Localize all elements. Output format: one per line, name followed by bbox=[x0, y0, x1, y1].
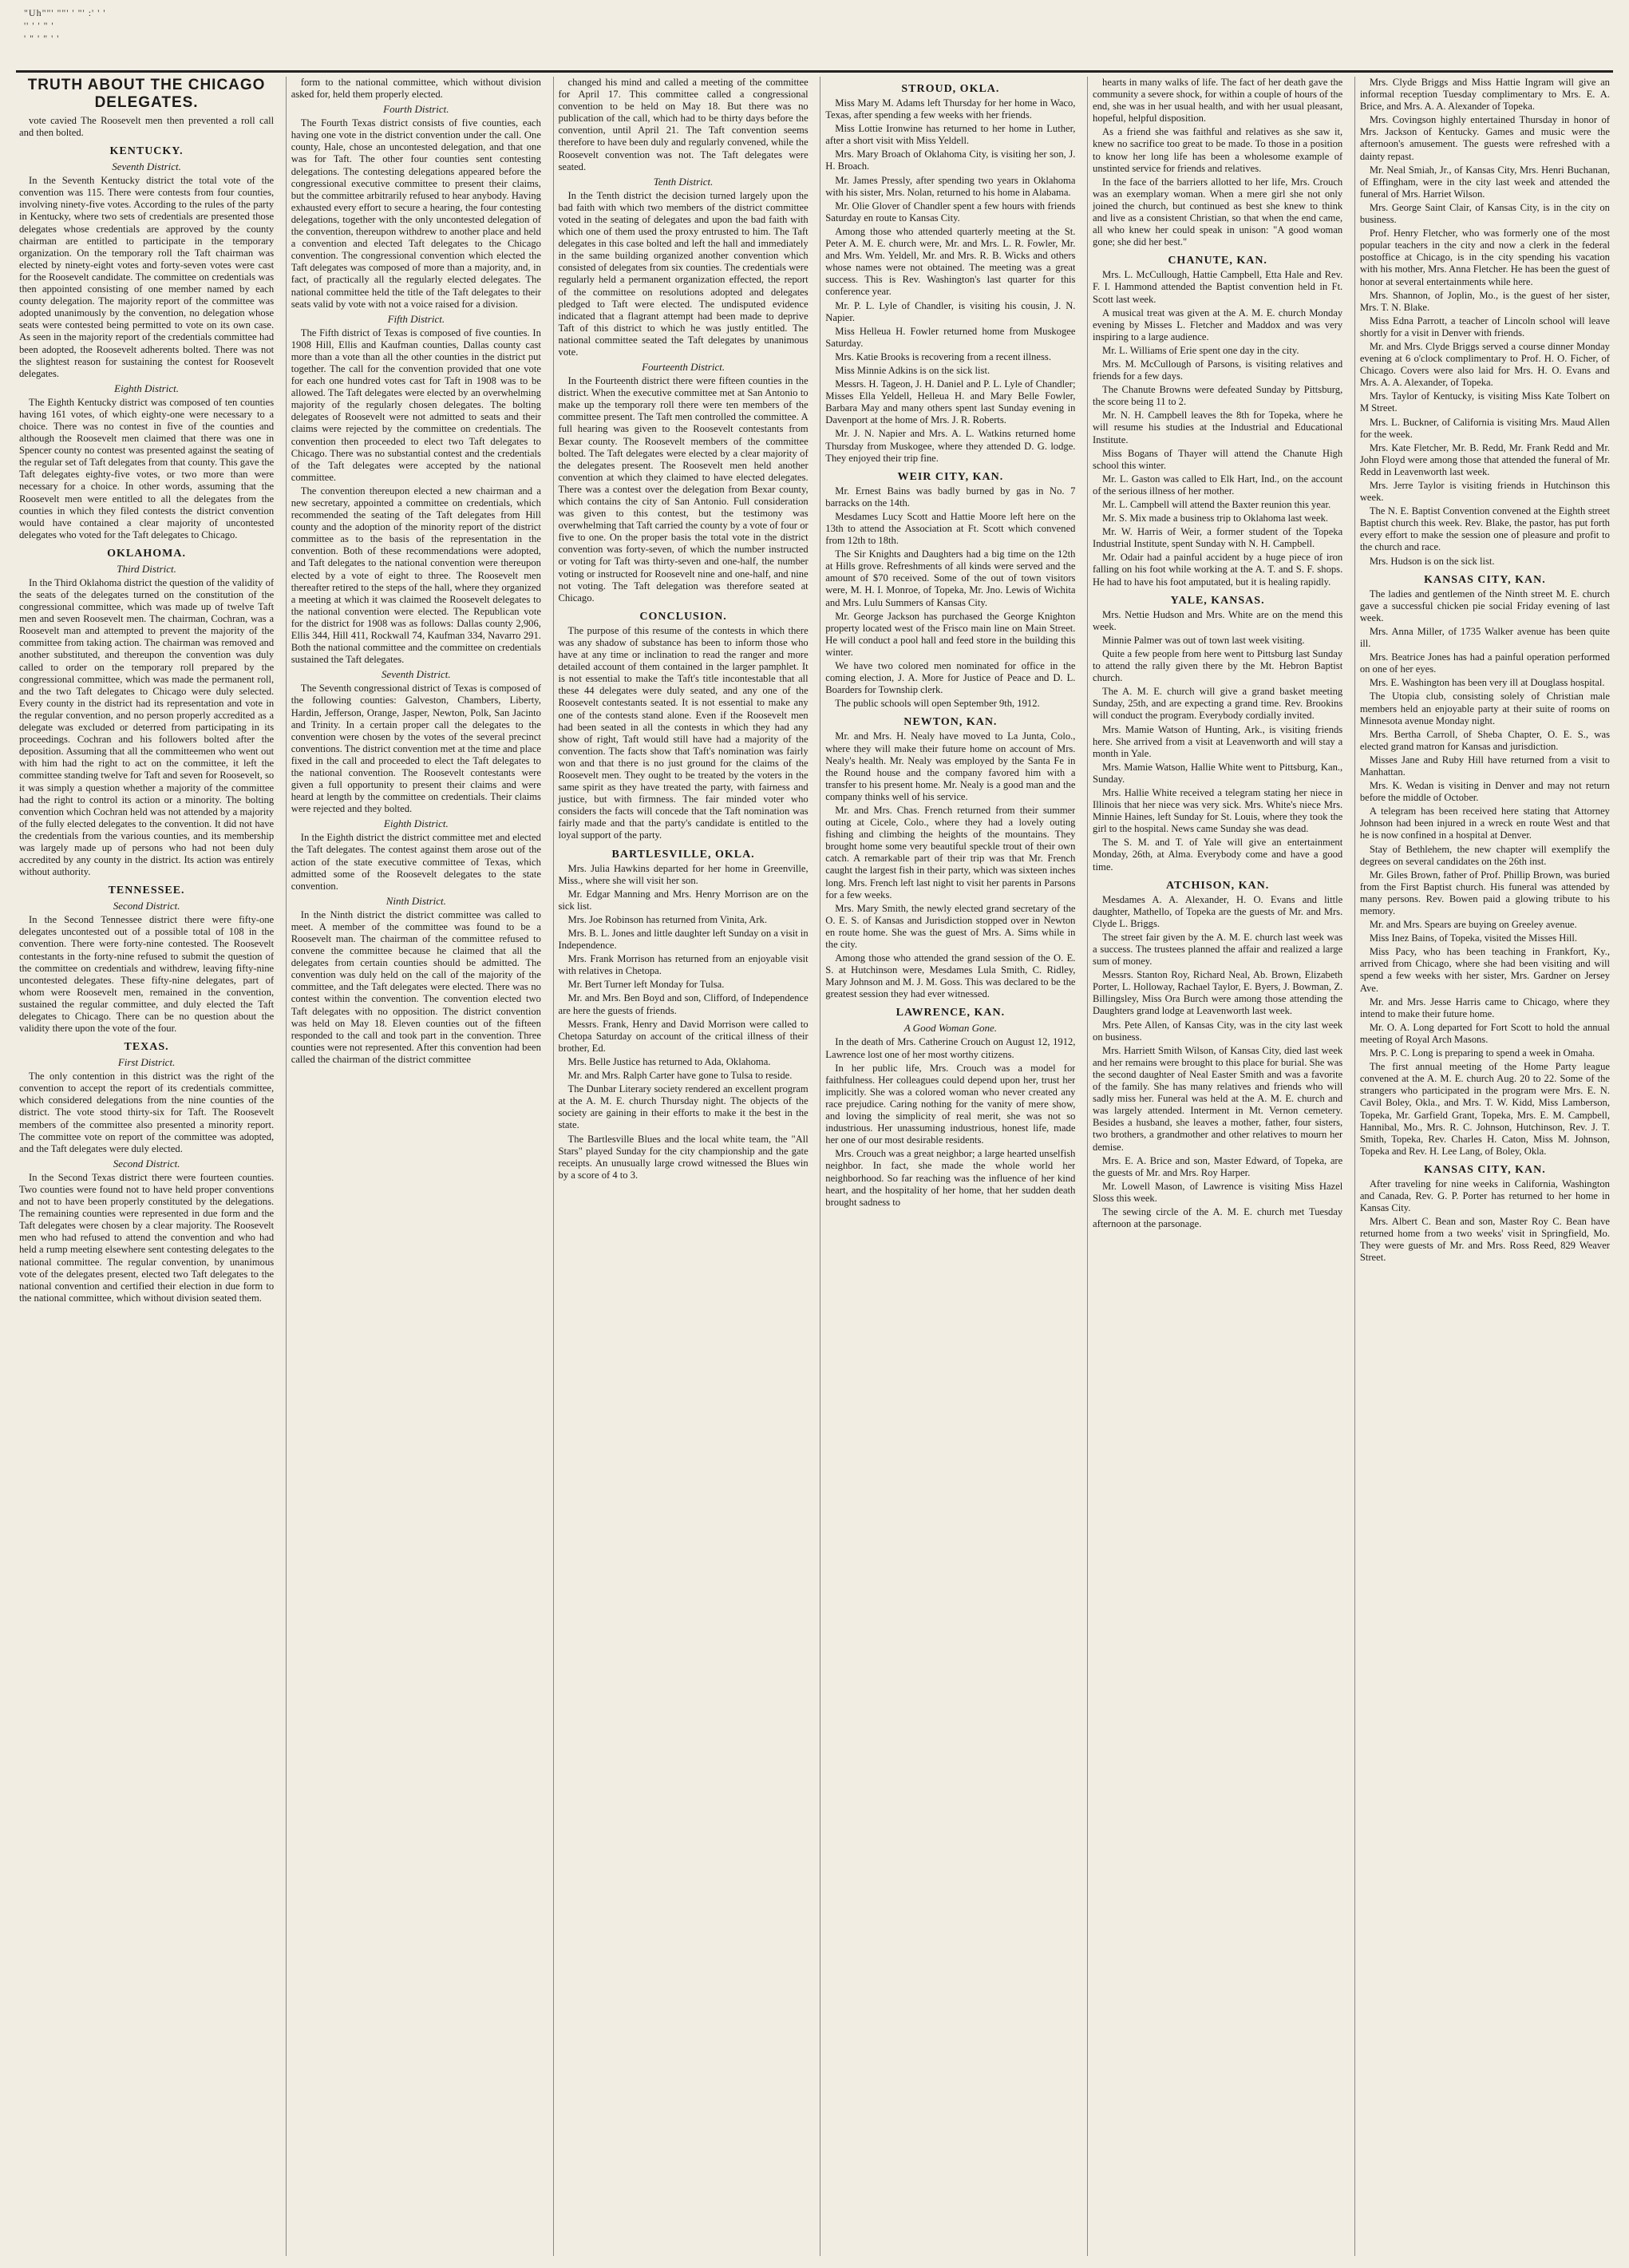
paragraph: The Utopia club, consisting solely of Christian male members held an enjoyable party at their suite of rooms on Minnesota avenue Monday night. bbox=[1359, 691, 1610, 726]
subheading: Second District. bbox=[113, 900, 180, 912]
paragraph: In the Tenth district the decision turned largely upon the bad faith with which two members of the district committee voted in the seating of delegates and upon the bad faith with which one of them used the proxy entrusted to him. The Taft delegates in this case bolted and left the hall and immediately in the same building organized another convention which consisted of delegates from six counties. The credentials were regularly held a permanent organization effected, the report of the committee on resolutions adopted and delegates pledged to Taft were elected. The undisputed evidence indicated that a flagrant attempt had been made to deprive Taft of this district to which he was justly entitled. The national committee seated the Taft delegates by unanimous vote. bbox=[558, 189, 809, 358]
paragraph: In the Seventh Kentucky district the total vote of the convention was 115. There were contests from four counties, involving ninety-five votes. According to the rules of the party in Kentucky, where two sets of credentials are presented those delegates whose credentials are approved by the county chairman are entitled to participate in the temporary organization. On the temporary roll the Taft chairman was elected by ninety-eight votes and forty-seven votes were cast for the Roosevelt candidate. The committee on credentials was then appointed consisting of one member named by each county delegation. The majority report of the committee was adopted unanimously by the convention, no delegation whose seats were contested being permitted to vote on its own case. As seen in the majority report of the credentials committee had been adopted, the Roosevelt adherents bolted. There was not the slightest reason for sustaining the contest for Roosevelt delegates. bbox=[19, 175, 275, 379]
column-4 bbox=[820, 77, 1075, 2256]
paragraph: The street fair given by the A. M. E. church last week was a success. The trustees planned the affair and realized a large sum of money. bbox=[1093, 931, 1343, 968]
subheading: Seventh District. bbox=[112, 160, 181, 173]
paragraph: Mrs. Mary Smith, the newly elected grand secretary of the O. E. S. of Kansas and Jurisdiction stopped over in Newton en route home. She was the guest of Mrs. A. Sims while in the city. bbox=[825, 902, 1076, 950]
subheading: Fifth District. bbox=[387, 312, 445, 325]
section-heading: TENNESSEE. bbox=[108, 885, 185, 897]
paragraph: Mr. Giles Brown, father of Prof. Phillip Brown, was buried from the First Baptist church. His funeral was attended by many persons. Rev. Bowen paid a glowing tribute to his memory. bbox=[1359, 869, 1610, 916]
column-3 bbox=[553, 77, 809, 2256]
paragraph: Miss Bogans of Thayer will attend the Chanute High school this winter. bbox=[1093, 447, 1343, 471]
section-heading: STROUD, OKLA. bbox=[901, 83, 1000, 95]
paragraph: Mrs. Beatrice Jones has had a painful operation performed on one of her eyes. bbox=[1359, 651, 1610, 675]
paragraph: Mr. Ernest Bains was badly burned by gas in No. 7 barracks on the 14th. bbox=[825, 485, 1076, 509]
paragraph: vote cavied The Roosevelt men then prevented a roll call and then bolted. bbox=[19, 115, 275, 139]
paragraph: The Bartlesville Blues and the local white team, the "All Stars" played Sunday for the city championship and the gate receipts. An unusually large crowd witnessed the Blues win by a score of 4 to 3. bbox=[558, 1133, 809, 1181]
paragraph: Mrs. E. Washington has been very ill at Douglass hospital. bbox=[1369, 677, 1605, 689]
paragraph: Mr. L. Gaston was called to Elk Hart, Ind., on the account of the serious illness of her mother. bbox=[1093, 473, 1343, 497]
section-heading: NEWTON, KAN. bbox=[903, 716, 998, 729]
paragraph: In the death of Mrs. Catherine Crouch on August 12, 1912, Lawrence lost one of her most worthy citizens. bbox=[825, 1036, 1076, 1060]
masthead bbox=[24, 6, 215, 70]
paragraph: Mrs. Nettie Hudson and Mrs. White are on the mend this week. bbox=[1093, 608, 1343, 632]
article-title: TRUTH ABOUT THE CHICAGO DELEGATES. bbox=[27, 77, 266, 111]
paragraph: Minnie Palmer was out of town last week visiting. bbox=[1102, 634, 1305, 646]
section-heading: TEXAS. bbox=[124, 1041, 169, 1054]
paragraph: Mr. and Mrs. H. Nealy have moved to La Junta, Colo., where they will make their future home on account of Mrs. Nealy's health. Mr. Nealy was employed by the Santa Fe in the Round house and the company favored him with a transfer to his present home. Mr. Nealy is a good man and the company thinks well of his service. bbox=[825, 730, 1076, 802]
paragraph: Mrs. Anna Miller, of 1735 Walker avenue has been quite ill. bbox=[1359, 625, 1610, 650]
paragraph: Mrs. Clyde Briggs and Miss Hattie Ingram will give an informal reception Tuesday complimentary to Mrs. E. A. Brice, and Mrs. A. A. Alexander of Topeka. bbox=[1359, 77, 1610, 113]
paragraph: Mrs. Shannon, of Joplin, Mo., is the guest of her sister, Mrs. T. N. Blake. bbox=[1359, 289, 1610, 313]
paragraph: The convention thereupon elected a new chairman and a new secretary, appointed a committee on credentials, which recommended the seating of the Taft delegates from Hill county and the adoption of the minority report of the district committee as to the basis of the representation in the convention. Both of these recommendations were adopted, and Taft delegates to the national convention were thereupon elected by a vote of eight to three. The Roosevelt men thereafter retired to the steps of the hall, where they organized a meeting at which it was claimed the Roosevelt delegates to the national convention were elected. The Republican vote for the district for 1908 was as follows: Dallas county 2,906, Ellis 344, Hill 411, Rockwall 74, Kaufman 334, Navarro 291. Both the national committee and the committee on credentials sustained the Taft delegates. bbox=[291, 485, 541, 666]
paragraph: Mr. Bert Turner left Monday for Tulsa. bbox=[567, 979, 725, 991]
paragraph: Mrs. Kate Fletcher, Mr. B. Redd, Mr. Frank Redd and Mr. John Floyd were among those that attended the funeral of Mr. Redd in Leavenworth last week. bbox=[1359, 441, 1610, 477]
paragraph: Mrs. Pete Allen, of Kansas City, was in the city last week on business. bbox=[1093, 1019, 1343, 1043]
paragraph: Mrs. Frank Morrison has returned from an enjoyable visit with relatives in Chetopa. bbox=[558, 953, 809, 977]
paragraph: Mrs. Albert C. Bean and son, Master Roy C. Bean have returned home from a two weeks' visit in Springfield, Mo. They were guests of Mr. and Mrs. Ross Reed, 829 Weaver Street. bbox=[1359, 1216, 1610, 1264]
section-heading: LAWRENCE, KAN. bbox=[896, 1007, 1006, 1019]
paragraph: We have two colored men nominated for office in the coming election, J. A. More for Justice of Peace and D. L. Boarders for Township clerk. bbox=[825, 660, 1076, 696]
paragraph: Mr. and Mrs. Chas. French returned from their summer outing at Cicele, Colo., where they had a lovely outing fishing and climbing the heights of the mountains. They brought home some very beautiful speckle trout of their own catch. A remarkable part of their trip was that Mr. French caught the largest fish in their party, which was sixteen inches long. Mrs. French left last night to visit her parents in Parsons for a few weeks. bbox=[825, 804, 1076, 900]
masthead-line: "Uh""' ""' ' "' :' ' ' bbox=[24, 7, 106, 18]
paragraph: Mrs. Bertha Carroll, of Sheba Chapter, O. E. S., was elected grand matron for Kansas and jurisdiction. bbox=[1359, 728, 1610, 752]
paragraph: Mr. Odair had a painful accident by a huge piece of iron falling on his foot while working at the A. T. and S. F. shops. He had to have his foot amputated, but it is healing rapidly. bbox=[1093, 552, 1343, 588]
paragraph: Mr. Olie Glover of Chandler spent a few hours with friends Saturday en route to Kansas City. bbox=[825, 200, 1076, 224]
paragraph: Mrs. Jerre Taylor is visiting friends in Hutchinson this week. bbox=[1359, 480, 1610, 504]
column-2 bbox=[286, 77, 541, 2256]
paragraph: Mr. George Jackson has purchased the George Knighton property located west of the Frisco main line on Main Street. He will conduct a pool hall and feed store in the building this winter. bbox=[825, 610, 1076, 658]
paragraph: The ladies and gentlemen of the Ninth street M. E. church gave a successful chicken pie social Friday evening of last week. bbox=[1359, 588, 1610, 623]
paragraph: In the Eighth district the district committee met and elected the Taft delegates. The contest against them arose out of the action of the state executive committee of Texas, which admitted some of the Roosevelt delegates to the state convention. bbox=[291, 832, 541, 892]
paragraph: Mrs. Hudson is on the sick list. bbox=[1369, 555, 1495, 567]
paragraph: Mrs. Mamie Watson, Hallie White went to Pittsburg, Kan., Sunday. bbox=[1093, 761, 1343, 785]
paragraph: form to the national committee, which without division asked for, held them properly elected. bbox=[291, 77, 541, 101]
paragraph: In the Second Texas district there were fourteen counties. Two counties were found not to have held proper conventions and not to have been properly constituted by the delegations. The remaining counties were represented in due form and the Taft delegates were chosen by a clear majority. The Roosevelt men who had refused to attend the convention and who had held a rump meeting elsewhere sent contesting delegates to the national committee. The regular convention, by unanimous vote of the delegates present, elected two Taft delegates to the national convention and certified their election in due form to the national committee, which without division seated them. bbox=[19, 1171, 275, 1304]
paragraph: Mrs. Taylor of Kentucky, is visiting Miss Kate Tolbert on M Street. bbox=[1359, 390, 1610, 414]
paragraph: Mr. Lowell Mason, of Lawrence is visiting Miss Hazel Sloss this week. bbox=[1093, 1180, 1343, 1204]
paragraph: Miss Pacy, who has been teaching in Frankfort, Ky., arrived from Chicago, where she had been visiting and will spend a few weeks with her sister, Mrs. Gardner on Jersey Ave. bbox=[1359, 946, 1610, 994]
paragraph: Mrs. Hallie White received a telegram stating her niece in Illinois that her niece was very sick. Mrs. White's niece Mrs. Minnie Haines, left Sunday for St. Louis, where they took the girl to the hospital. News came Sunday she was dead. bbox=[1093, 786, 1343, 835]
paragraph: In the Second Tennessee district there were fifty-one delegates uncontested out of a possible total of 108 in the convention. There were forty-nine contested. The Roosevelt contestants in the forty-nine refused to submit the question of the committee on credentials and withdrew, leaving fifty-nine uncontested delegates. These fifty-nine delegates, part of whom were Roosevelt men, remained in the convention, sustained the regular committee, and duly elected the Taft delegates to Chicago. There can be no question about the validity there upon the vote of the four. bbox=[19, 914, 275, 1035]
paragraph: In the Third Oklahoma district the question of the validity of the seats of the delegates turned on the constitution of the congressional committee, which was made up of twelve Taft men and seven Roosevelt men. The chairman, Cochran, was a Roosevelt man and attempted to prevent the majority of the committee from taking action. The chairman was removed and another substituted, and thereupon the convention was duly called to order on the temporary roll prepared by the congressional committee, which was made the permanent roll, and the two Taft delegates to Chicago were duly selected. Every county in the district had its representation and vote in the regular convention, and no person properly accredited as a delegate was excluded or deterred from participating in its proceedings. Cochran and his followers bolted after the deposition. Assuming that all the committeemen who went out with him had the right to act on the committee, it left the committee standing twelve for Taft and seven for Roosevelt, so it was simply a question whether a majority of the committee had the right to control its action or a minority. The bolting convention which Cochran held was not attended by a majority of the fully elected delegates to the convention. It did not have the credentials from the various counties, and its membership was largely made up of persons who had not been duly accredited by any county in the district. Its action was entirely without authority. bbox=[19, 576, 275, 878]
subheading: Seventh District. bbox=[382, 668, 451, 681]
paragraph: Mrs. L. Buckner, of California is visiting Mrs. Maud Allen for the week. bbox=[1359, 416, 1610, 440]
subheading: Fourteenth District. bbox=[642, 361, 726, 374]
paragraph: The Seventh congressional district of Texas is composed of the following counties: Galveston, Chambers, Liberty, Hardin, Jefferson, Orange, Jasper, Newton, Polk, San Jacinto and Trinity. In a certain proper call the delegates to the convention were chosen by the votes of the several precinct conventions. The district convention met at the time and place fixed in the call and proceeded to elect the Taft delegates to the national convention. The Roosevelt contestants were given a full opportunity to present their claims and were heard at length by the committee on credentials. Their claims were rejected and they bolted. bbox=[291, 683, 541, 815]
paragraph: Among those who attended quarterly meeting at the St. Peter A. M. E. church were, Mr. and Mrs. L. R. Fowler, Mr. and Mrs. Wm. Yeldell, Mr. and Mrs. R. B. Wicks and others whose names were not obtained. The meeting was a great success. This is Rev. Washington's last quarter for this conference year. bbox=[825, 225, 1076, 298]
paragraph: In the Fourteenth district there were fifteen counties in the district. When the executive committee met at San Antonio to make up the temporary roll there were ten members of the committee present. The Taft men controlled the committee. A full hearing was given to the Roosevelt contestants from Bexar county. The Roosevelt members of the committee bolted. The Taft delegates were elected by a clear majority of the delegates present. The Roosevelt men held another convention at which they claimed to have elected delegates. There was a contest over the delegation from Bexar county, which contains the city of San Antonio. Full consideration was given to this contest, but the testimony was overwhelming that Taft carried the county by a vote of four or five to one. On the proper basis the total vote in the district convention was forty-seven, of which the number instructed or voting for Taft was thirty-seven and one-half, the number voting or instructed for Roosevelt nine and one-half, and nine not voting. The Taft delegation was therefore seated at Chicago. bbox=[558, 375, 809, 604]
paragraph: The Dunbar Literary society rendered an excellent program at the A. M. E. church Thursday night. The objects of the society are gaining in their efforts to make it the best in the state. bbox=[558, 1083, 809, 1131]
newspaper-columns bbox=[19, 77, 1610, 2256]
paragraph: Mr. Neal Smiah, Jr., of Kansas City, Mrs. Henri Buchanan, of Effingham, were in the city last week and attended the funeral of Mrs. Harriet Wilson. bbox=[1359, 164, 1610, 200]
paragraph: Mrs. Belle Justice has returned to Ada, Oklahoma. bbox=[567, 1055, 771, 1067]
section-heading: KANSAS CITY, KAN. bbox=[1424, 573, 1546, 586]
paragraph: Messrs. Frank, Henry and David Morrison were called to Chetopa Saturday on account of the critical illness of their brother, Ed. bbox=[558, 1018, 809, 1054]
paragraph: The Fifth district of Texas is composed of five counties. In 1908 Hill, Ellis and Kaufman counties, Dallas county cast more than a vote than all the other counties in the district put together. The call for the convention provided that one vote for each one hundred votes cast for Taft in 1908 was to be allowed. The Taft delegates were elected by an overwhelming majority of the regularly chosen delegates. The bolting delegates of Roosevelt were not admitted to seats and their claims were rejected by the committee on credentials. The convention then proceeded to elect two Taft delegates to Chicago. There was no substantial contest and the credentials of the Taft delegates were accepted by the national committee. bbox=[291, 327, 541, 483]
section-heading: KANSAS CITY, KAN. bbox=[1424, 1163, 1546, 1176]
paragraph: Mr. and Mrs. Ralph Carter have gone to Tulsa to reside. bbox=[567, 1070, 793, 1082]
paragraph: Mr. and Mrs. Ben Boyd and son, Clifford, of Independence are here the guests of friends. bbox=[558, 992, 809, 1016]
section-heading: ATCHISON, KAN. bbox=[1166, 879, 1270, 892]
paragraph: Prof. Henry Fletcher, who was formerly one of the most popular teachers in the city and now a clerk in the federal postoffice at Chicago, is in the city spending his vacation with his mother, Mrs. Anna Fletcher. He has been the guest of honor at several entertainments while here. bbox=[1359, 228, 1610, 287]
paragraph: The first annual meeting of the Home Party league convened at the A. M. E. church Aug. 20 to 22. Some of the strangers who participated in the program were Mrs. E. N. Cavil Boley, Okla., and Mrs. T. W. Kidd, Miss Lamberson, Topeka, Mr. Garfield Grant, Topeka, Mrs. E. M. Campbell, Hannibal, Mo., Mrs. R. C. Johnson, Hutchinson, Rev. J. T. Smith, Topeka, Rev. Charles H. Caton, Miss M. Johnson, Topeka and Rev. H. Lee Lang, of Boley, Okla. bbox=[1359, 1061, 1610, 1157]
paragraph: A musical treat was given at the A. M. E. church Monday evening by Misses L. Fletcher and Maddox and was very inspiring to a large audience. bbox=[1093, 307, 1343, 342]
paragraph: In her public life, Mrs. Crouch was a model for faithfulness. Her colleagues could depend upon her, trust her implicitly. She was a colored woman who never created any race prejudice. Caring nothing for the vanity of mere show, and loving the simplicity of real merit, she was not so industrious. Her unassuming industrious, honest life, made her one of our most desirable residents. bbox=[825, 1062, 1076, 1146]
paragraph: Miss Minnie Adkins is on the sick list. bbox=[835, 364, 990, 376]
paragraph: The Eighth Kentucky district was composed of ten counties having 161 votes, of which eighty-one were necessary to a choice. There was no contest in five of the counties and although the Roosevelt men claimed that there was one in Spencer county no contest was presented against the seating of the regular set of Taft delegates from that county. This gave the Taft delegates eighty-five votes, or two more than were necessary for a choice. In other words, assuming that the Roosevelt men were entitled to all the delegates from the counties in which they filed contests the district convention would have contained a clear majority of uncontested delegates who voted for the Taft delegates to Chicago. bbox=[19, 396, 275, 540]
paragraph: Among those who attended the grand session of the O. E. S. at Hutchinson were, Mesdames Lula Smith, C. Ridley, Mary Johnson and M. J. M. Goss. This was declared to be the greatest session they had ever witnessed. bbox=[825, 952, 1076, 1000]
paragraph: The Fourth Texas district consists of five counties, each having one vote in the district convention under the call. One county, Hale, chose an uncontested delegation, and that one was for Taft. The other four counties sent contesting delegations. The contesting delegations appeared before the congressional executive committee to present their claims, but the committee arbitrarily refused to hear anybody. Having exhausted every effort to secure a hearing, the four contesting delegations, together with the only uncontested delegation of the convention, thereupon withdrew to another place and held a convention and elected Taft delegates to the Chicago convention. The congressional convention which elected the Taft delegates was composed of more than a majority, and, in fact, of practically all the regularly elected delegates. The national committee held the title of the Taft delegates to their seats valid by vote with not a voice raised for a division. bbox=[291, 117, 541, 310]
subheading: Eighth District. bbox=[114, 382, 180, 394]
paragraph: The only contention in this district was the right of the convention to accept the report of its credentials committee, which considered delegations from the nine counties of the district. The vote stood thirty-six for Taft. The Roosevelt members of the committee also presented a minority report. The committee vote on report of the committee was adopted, and the Taft delegates were duly elected. bbox=[19, 1071, 275, 1154]
paragraph: The public schools will open September 9th, 1912. bbox=[835, 698, 1040, 710]
paragraph: Mrs. Mamie Watson of Hunting, Ark., is visiting friends here. She arrived from a visit at Leavenworth and will stay a month in Yale. bbox=[1093, 723, 1343, 759]
paragraph: Mr. J. N. Napier and Mrs. A. L. Watkins returned home Thursday from Muskogee, where they attended D. G. lodge. They enjoyed their trip fine. bbox=[825, 428, 1076, 464]
paragraph: Mr. L. Campbell will attend the Baxter reunion this year. bbox=[1102, 499, 1331, 510]
paragraph: Miss Inez Bains, of Topeka, visited the Misses Hill. bbox=[1369, 932, 1577, 944]
paragraph: Mr. O. A. Long departed for Fort Scott to hold the annual meeting of Royal Arch Masons. bbox=[1359, 1021, 1610, 1045]
paragraph: Messrs. Stanton Roy, Richard Neal, Ab. Brown, Elizabeth Porter, L. Holloway, Rachael Taylor, E. Byers, J. Bowman, Z. Billingsley, Miss Ora Burch were among those attending the Daughters grand lodge at Leavenworth last week. bbox=[1093, 969, 1343, 1017]
paragraph: Mesdames A. A. Alexander, H. O. Evans and little daughter, Mathello, of Topeka are the guests of Mr. and Mrs. Clyde L. Briggs. bbox=[1093, 893, 1343, 929]
paragraph: The sewing circle of the A. M. E. church met Tuesday afternoon at the parsonage. bbox=[1093, 1205, 1343, 1230]
paragraph: Mrs. Covingson highly entertained Thursday in honor of Mrs. Jackson of Kentucky. Games and music were the afternoon's amusement. The guests were refreshed with a dainty repast. bbox=[1359, 114, 1610, 162]
column-6 bbox=[1354, 77, 1610, 2256]
section-heading: WEIR CITY, KAN. bbox=[897, 470, 1004, 483]
paragraph: The Sir Knights and Daughters had a big time on the 12th at Hills grove. Refreshments of all kinds were served and the amount of $70 received. Some of the out of town visitors were, M. H. I. Monroe, of Topeka, Mr. Jno. Lewis of Wichita and Mrs. Lulu Summers of Kansas City. bbox=[825, 548, 1076, 608]
subheading: Ninth District. bbox=[386, 894, 446, 907]
paragraph: The Chanute Browns were defeated Sunday by Pittsburg, the score being 11 to 2. bbox=[1093, 384, 1343, 408]
section-heading: OKLAHOMA. bbox=[107, 547, 186, 560]
paragraph: Miss Edna Parrott, a teacher of Lincoln school will leave shortly for a visit in Denver with friends. bbox=[1359, 315, 1610, 338]
section-heading: CHANUTE, KAN. bbox=[1168, 255, 1267, 267]
paragraph: Stay of Bethlehem, the new chapter will exemplify the degrees on several candidates on the 26th inst. bbox=[1359, 843, 1610, 867]
paragraph: Misses Jane and Ruby Hill have returned from a visit to Manhattan. bbox=[1359, 754, 1610, 778]
paragraph: Miss Lottie Ironwine has returned to her home in Luther, after a short visit with Miss Yeldell. bbox=[825, 123, 1076, 147]
paragraph: Miss Mary M. Adams left Thursday for her home in Waco, Texas, after spending a few weeks with her friends. bbox=[825, 97, 1076, 121]
paragraph: Mr. and Mrs. Clyde Briggs served a course dinner Monday evening at 6 o'clock complimentary to Prof. H. O. Ficher, of Chicago. Covers were also laid for Mrs. H. O. Evans and Mrs. A. A. Alexander, of Topeka. bbox=[1359, 340, 1610, 389]
subheading: Eighth District. bbox=[383, 817, 449, 830]
subheading: First District. bbox=[117, 1056, 176, 1069]
column-1 bbox=[19, 77, 274, 2256]
top-rule bbox=[16, 70, 1613, 73]
paragraph: In the face of the barriers allotted to her life, Mrs. Crouch was an exemplary woman. When a mere girl she not only joined the church, but continued as best she knew to think and live as a consistent Christian, so that when the end came, all who knew her could speak in unison: "A good woman gone; she did her best." bbox=[1093, 176, 1343, 248]
subheading: Third District. bbox=[117, 562, 176, 575]
paragraph: changed his mind and called a meeting of the committee for April 17. This committee called a congressional convention to be held on May 18. But there was no publication of the call, which had to be thirty days before the convention, until April 21. The Taft convention seems therefore to have been duly and regularly convened, while the Roosevelt convention was not. The Taft delegates were seated. bbox=[558, 77, 809, 172]
paragraph: Mr. and Mrs. Jesse Harris came to Chicago, where they intend to make their future home. bbox=[1359, 995, 1610, 1019]
paragraph: hearts in many walks of life. The fact of her death gave the community a severe shock, for within a couple of hours of the end, she was in her usual health, and with her usual pleasant, hopeful, helpful disposition. bbox=[1093, 77, 1343, 125]
paragraph: Mrs. Joe Robinson has returned from Vinita, Ark. bbox=[567, 913, 767, 925]
column-5 bbox=[1087, 77, 1342, 2256]
paragraph: Mrs. K. Wedan is visiting in Denver and may not return before the middle of October. bbox=[1359, 780, 1610, 804]
paragraph: Mr. N. H. Campbell leaves the 8th for Topeka, where he will resume his studies at the Industrial and Educational Institute. bbox=[1093, 410, 1343, 445]
section-heading: CONCLUSION. bbox=[639, 610, 727, 623]
paragraph: Mrs. E. A. Brice and son, Master Edward, of Topeka, are the guests of Mr. and Mrs. Roy Harper. bbox=[1093, 1154, 1343, 1178]
paragraph: Mr. Edgar Manning and Mrs. Henry Morrison are on the sick list. bbox=[558, 888, 809, 912]
paragraph: Mrs. Crouch was a great neighbor; a large hearted unselfish neighbor. In fact, she made the whole world her neighborhood. So far reaching was the influence of her kind heart, and the hospitality of her home, that her sudden death brought sadness to bbox=[825, 1148, 1076, 1208]
paragraph: Quite a few people from here went to Pittsburg last Sunday to attend the rally given there by the Mt. Hebron Baptist church. bbox=[1093, 647, 1343, 684]
paragraph: Mrs. George Saint Clair, of Kansas City, is in the city on business. bbox=[1359, 201, 1610, 226]
paragraph: Mr. L. Williams of Erie spent one day in the city. bbox=[1102, 344, 1299, 356]
paragraph: As a friend she was faithful and relatives as she saw it, knew no sacrifice too great to be made. To those in a position to know her long life has been a wholesome example of unstinted service for friends and relatives. bbox=[1093, 126, 1343, 174]
paragraph: Mrs. Mary Broach of Oklahoma City, is visiting her son, J. H. Broach. bbox=[825, 148, 1076, 172]
subheading: Second District. bbox=[113, 1157, 180, 1170]
section-heading: KENTUCKY. bbox=[109, 145, 184, 158]
paragraph: Mrs. B. L. Jones and little daughter left Sunday on a visit in Independence. bbox=[558, 928, 809, 952]
paragraph: A telegram has been received here stating that Attorney Johnson had been injured in a wreck en route West and that he is now confined in a hospital at Denver. bbox=[1359, 805, 1610, 841]
section-heading: BARTLESVILLE, OKLA. bbox=[611, 848, 755, 861]
paragraph: Mrs. L. McCullough, Hattie Campbell, Etta Hale and Rev. F. I. Hammond attended the Baptist convention held in Ft. Scott last week. bbox=[1093, 269, 1343, 305]
paragraph: Mrs. M. McCullough of Parsons, is visiting relatives and friends for a few days. bbox=[1093, 358, 1343, 382]
paragraph: Mrs. P. C. Long is preparing to spend a week in Omaha. bbox=[1369, 1047, 1595, 1059]
paragraph: Mrs. Julia Hawkins departed for her home in Greenville, Miss., where she will visit her son. bbox=[558, 862, 809, 886]
paragraph: Mr. P. L. Lyle of Chandler, is visiting his cousin, J. N. Napier. bbox=[825, 299, 1076, 323]
paragraph: After traveling for nine weeks in California, Washington and Canada, Rev. G. P. Porter has returned to her home in Kansas City. bbox=[1359, 1178, 1610, 1214]
paragraph: In the Ninth district the district committee was called to meet. A member of the committee was found to be a Roosevelt man. The chairman of the committee refused to convene the committee because he claimed that all the delegates from certain counties should be admitted. The convention was duly held on the call of the majority of the committee, and the Taft delegates were elected. There was no contest within the convention. The convention elected two Taft delegates with no opposition. The district convention was held on May 18. Eleven counties out of the fifteen responded to the call and took part in the convention. Three counties were not represented. After this convention had been called the chairman of the district committee bbox=[291, 908, 541, 1065]
paragraph: Mrs. Katie Brooks is recovering from a recent illness. bbox=[835, 350, 1051, 362]
paragraph: The purpose of this resume of the contests in which there was any shadow of substance has been to inform those who have at any time or inclination to read the ranger and more detailed account of them contained in the larger pamphlet. It is not essential to make the Taft's title incontestable that all these 44 delegates were duly seated, and any one of the Roosevelt contestants seated. It is not essential to make any one of the contests stand alone. Even if the Roosevelt men had been seated in all the contests in which they had any show of right, Taft would still have had a majority of the convention. The facts show that Taft's nomination was fairly won and that there is no just ground for the claims of the Roosevelt men. They ought to be treated by the voters in the same spirit as they have treated the party, with fairness and justice, but with firmness. The fair minded voter who considers the facts will concede that the Taft nomination was fairly made and that the party's candidate is entitled to the loyal support of the party. bbox=[558, 624, 809, 841]
paragraph: Miss Helleua H. Fowler returned home from Muskogee Saturday. bbox=[825, 325, 1076, 349]
paragraph: The A. M. E. church will give a grand basket meeting Sunday, 25th, and are expecting a grand time. Rev. Brookins will conduct the program. Everybody cordially invited. bbox=[1093, 686, 1343, 722]
paragraph: Messrs. H. Tageon, J. H. Daniel and P. L. Lyle of Chandler; Misses Ella Yeldell, Helleua H. and Mary Belle Fowler, Barbara May and many others spent last Sunday evening in Davenport at the home of Mrs. J. R. Roberts. bbox=[825, 378, 1076, 426]
paragraph: Mr. and Mrs. Spears are buying on Greeley avenue. bbox=[1369, 919, 1577, 931]
section-heading: YALE, KANSAS. bbox=[1170, 594, 1265, 607]
paragraph: Mrs. Harriett Smith Wilson, of Kansas City, died last week and her remains were brought to this place for burial. She was the second daughter of Neal Easter Smith and was a favorite of the family. She has many relatives and friends who will sadly miss her. Funeral was held at the A. M. E. church and was largely attended. Interment in Mt. Vernon cemetery. Besides a husband, she leaves a mother, father, four sisters, two brothers, a grandmother and other relatives to mourn her demise. bbox=[1093, 1044, 1343, 1153]
masthead-line: ' " ' " ' ' bbox=[24, 33, 60, 44]
subheading: Fourth District. bbox=[383, 103, 449, 116]
paragraph: Mr. S. Mix made a business trip to Oklahoma last week. bbox=[1102, 513, 1329, 524]
subheading: A Good Woman Gone. bbox=[903, 1022, 997, 1035]
paragraph: The N. E. Baptist Convention convened at the Eighth street Baptist church this week. Rev. Blake, the pastor, has put forth every effort to make the session one of pleasure and profit to the church and race. bbox=[1359, 505, 1610, 553]
paragraph: The S. M. and T. of Yale will give an entertainment Monday, 26th, at Alma. Everybody come and have a good time. bbox=[1093, 837, 1343, 873]
masthead-line: '' ' ' " ' bbox=[24, 20, 54, 31]
paragraph: Mesdames Lucy Scott and Hattie Moore left here on the 13th to attend the Association at Ft. Scott which convened from 12th to 18th. bbox=[825, 510, 1076, 547]
paragraph: Mr. W. Harris of Weir, a former student of the Topeka Industrial Institute, spent Sunday with N. H. Campbell. bbox=[1093, 526, 1343, 550]
subheading: Tenth District. bbox=[653, 175, 714, 188]
paragraph: Mr. James Pressly, after spending two years in Oklahoma with his sister, Mrs. Nolan, returned to his home in Alabama. bbox=[825, 174, 1076, 198]
